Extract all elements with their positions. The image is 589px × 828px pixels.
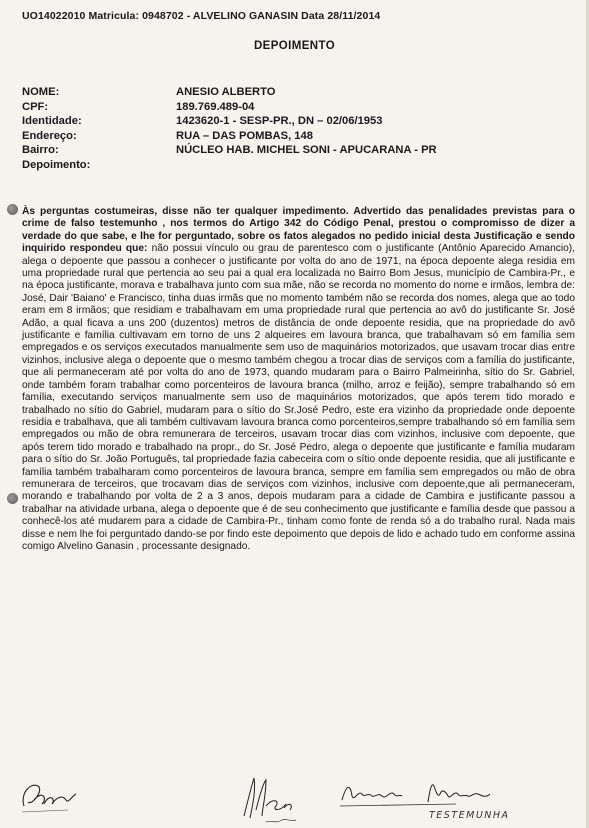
signature-processor [18, 776, 78, 816]
document-title: DEPOIMENTO [253, 40, 336, 52]
statement-text [22, 206, 575, 553]
document-header: UO14022010 Matricula: 0948702 - ALVELINO GANASIN Data 28/11/2014 [22, 10, 381, 22]
field-label: NOME: [22, 86, 60, 98]
statement-intro: Às perguntas costumeiras, disse não ter qualquer impedimento. Advertido das penalidades previstas para o crime de falso testemunho , nos termos do Artigo 342 do Código Penal, prestou o compromisso de dizer a verdade do que sabe, e lhe for perguntado, sobre os fatos alegados no pedido inicial desta Justificação e sendo inquirido respondeu que: [22, 206, 575, 255]
signature-area [0, 770, 589, 828]
field-value: 1423620-1 - SESP-PR., DN – 02/06/1953 [176, 115, 383, 127]
field-label: Endereço: [22, 129, 77, 142]
field-label: CPF: [22, 100, 49, 113]
field-label: Bairro: [22, 144, 59, 156]
punch-hole-icon [7, 493, 18, 504]
field-value: ANESIO ALBERTO [176, 86, 276, 98]
field-value: NÚCLEO HAB. MICHEL SONI - APUCARANA - PR [176, 144, 437, 156]
statement-body: não possui vínculo ou grau de parentesco com o justificante (Antônio Aparecido Amancio), alega o depoente que passou a conhecer o justificante por volta do ano de 1971, na época depoente alega residia em uma propriedade rural que pertencia ao seu pai a qual era localizada no Bairro Bom Jesus, município de Cambira-Pr., e na época justificante, morava e trabalhava junto com sua mãe, não se recorda no momento do nome e irmãos, lembra de: José, Dair 'Baiano' e Francisco, tinha duas irmãs que no momento também não se recorda dos nomes, alega que ao todo eram em 8 irmãos; que residiam e trabalhavam em uma propriedade rural que pertencia ao avô do justificante Sr. José Adão, a qual ficava a uns 200 (duzentos) metros de distância de onde depoente residia, que na propriedade do avô justificante e família cultivavam em torno de uns 2 alqueires em lavoura branca, que trabalhavam só em família sem empregados e os serviços executados manualmente sem uso de maquinários motorizados, que usavam trocar dias entre vizinhos, inclusive alega o depoente que o mesmo também chegou a trocar dias de serviços com a família do justificante, que ali permaneceram até por volta do ano de 1973, quando mudaram para o Bairro Palmeirinha, sítio do Sr. Gabriel, onde também foram trabalhar como porcenteiros de lavoura branca (milho, arroz e feijão), sempre trabalhando só em família, executando serviços manualmente sem uso de maquinários motorizados, que após terem tido morado e trabalhado no sítio do Gabriel, mudaram para o sítio do Sr.José Pedro, este era vizinho da propriedade onde depoente residia e trabalhava, que ali também cultivavam lavoura branca como porcenteiros,sempre trabalhando só em família sem empregados ou mão de obra remunerara de terceiros, usavam trocar dias com vizinhos, inclusive com depoente, que após terem tido morado e trabalhado na propr., do Sr. José Pedro, alega o depoente que justificante e família mudaram para o sítio do Sr. João Português, tal propriedade fazia cabeceira com o sítio onde depoente residia, que ali justificante e família também trabalharam como porcenteiros de lavoura branca, sempre em família sem empregados ou mão de obra remunerara de terceiros, que trocavam dias de serviços com vizinhos, inclusive com depoente,que ali permaneceram, morando e trabalhando por volta de 2 a 3 anos, depois mudaram para a cidade de Cambira e justificante passou a trabalhar na atividade urbana, alega o depoente que é de seu conhecimento que justificante e família desde que passou a conhecê-los até mudarem para a cidade de Cambira-Pr., tinham como fonte de renda só a do trabalho rural. Nada mais disse e nem lhe foi perguntado dando-se por findo este depoimento que depois de lido e achado tudo em conforme assina comigo Alvelino Ganasin , processante designado. [22, 243, 576, 552]
witness-role-label: TESTEMUNHA [429, 810, 510, 821]
field-label: Identidade: [22, 115, 82, 127]
punch-hole-icon [7, 204, 18, 215]
field-label: Depoimento: [22, 158, 91, 171]
field-value: RUA – DAS POMBAS, 148 [176, 129, 313, 142]
signature-witness [336, 776, 526, 810]
field-value: 189.769.489-04 [176, 100, 255, 113]
signature-deponent [236, 770, 318, 828]
